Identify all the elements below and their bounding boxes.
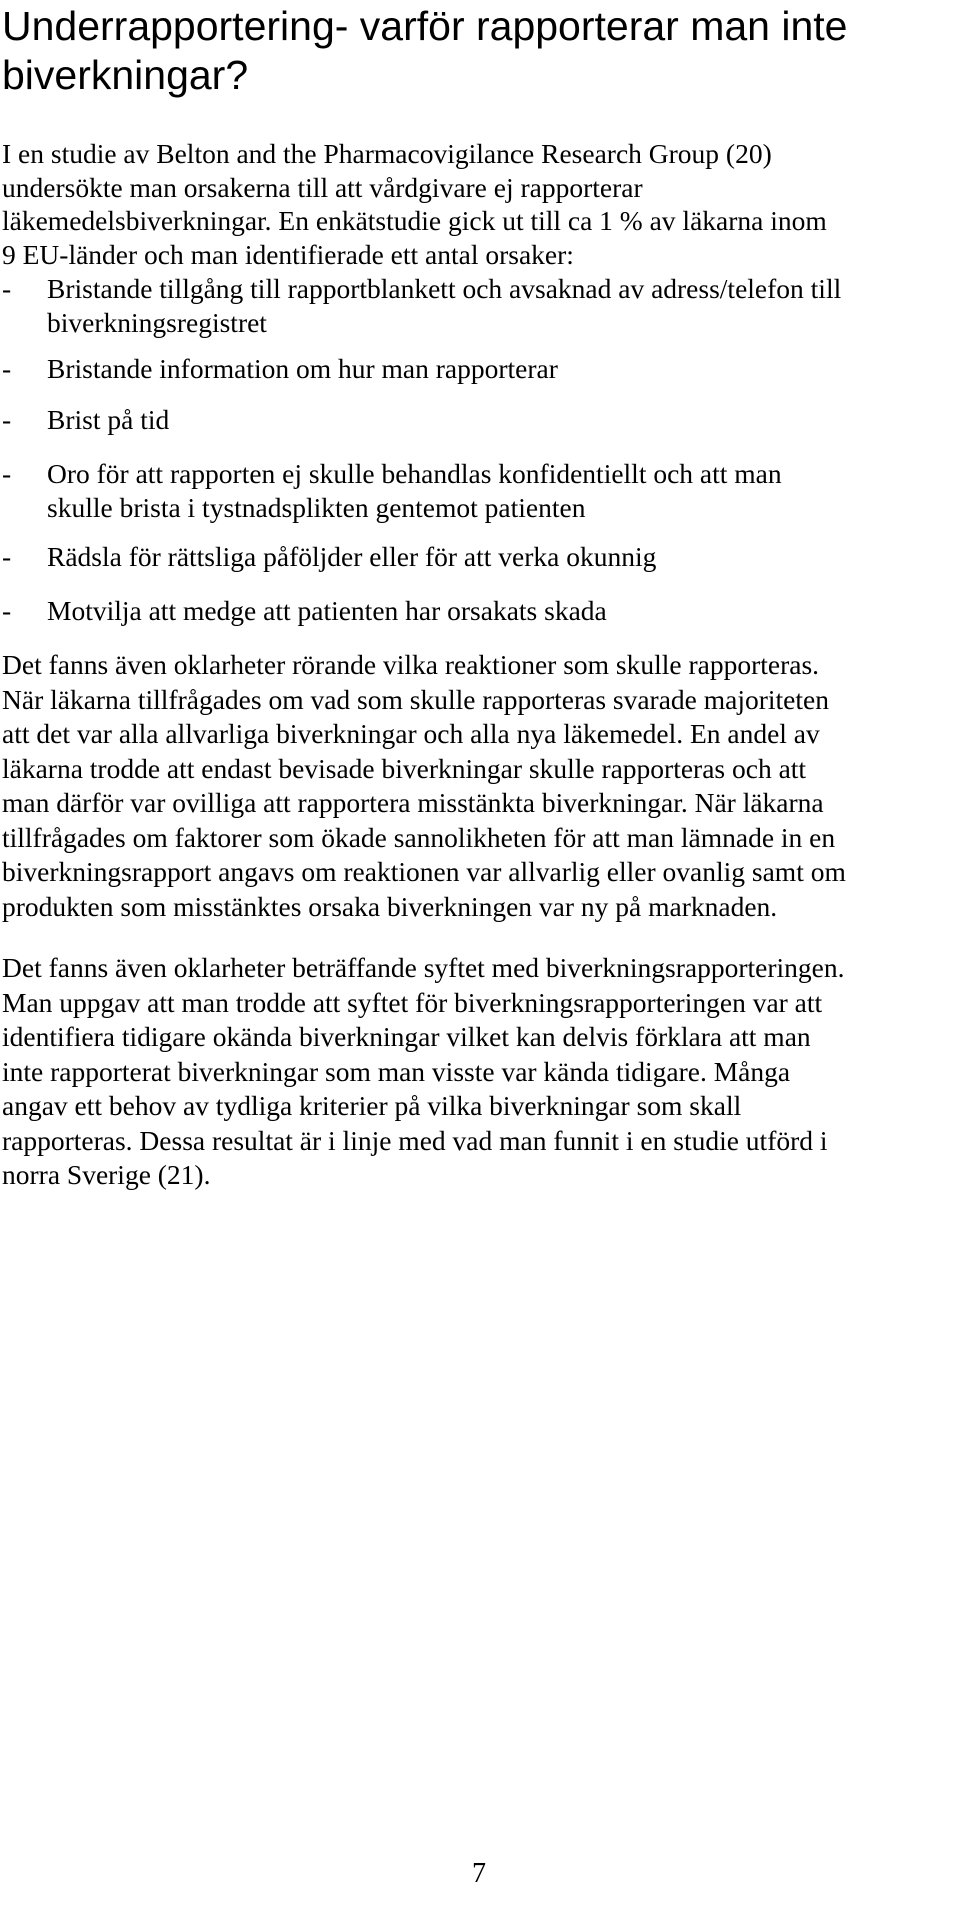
reason-line: Bristande tillgång till rapportblankett och avsaknad av adress/telefon till — [47, 273, 842, 304]
paragraph-line: läkarna trodde att endast bevisade biverkningar skulle rapporteras och att — [2, 752, 807, 784]
body-paragraph — [2, 951, 952, 1193]
paragraph-line: tillfrågades om faktorer som ökade sannolikheten för att man lämnade in en — [2, 821, 836, 853]
paragraph-line: inte rapporterat biverkningar som man visste var kända tidigare. Många — [2, 1055, 791, 1087]
reason-item — [2, 403, 952, 437]
paragraph-line: man därför var ovilliga att rapportera misstänkta biverkningar. När läkarna — [2, 787, 824, 818]
reason-line: biverkningsregistret — [47, 306, 267, 338]
dash-marker: - — [2, 595, 12, 626]
paragraph-line: När läkarna tillfrågades om vad som skulle rapporteras svarade majoriteten — [2, 683, 829, 715]
paragraph-line: Det fanns även oklarheter rörande vilka reaktioner som skulle rapporteras. — [2, 649, 820, 680]
dash-marker: - — [2, 458, 12, 489]
intro-paragraph — [2, 137, 952, 271]
paragraph-line: att det var alla allvarliga biverkningar och alla nya läkemedel. En andel av — [2, 718, 820, 749]
paragraph-line: angav ett behov av tydliga kriterier på vilka biverkningar som skall — [2, 1090, 742, 1121]
reason-item — [2, 594, 952, 628]
paragraph-line: identifiera tidigare okända biverkningar vilket kan delvis förklara att man — [2, 1021, 811, 1052]
page-number: 7 — [472, 1858, 486, 1889]
reason-item — [2, 272, 952, 339]
reason-text — [47, 272, 952, 339]
paragraph-line: Det fanns även oklarheter beträffande syftet med biverkningsrapporteringen. — [2, 952, 845, 983]
paragraph-line: biverkningsrapport angavs om reaktionen var allvarlig eller ovanlig samt om — [2, 856, 846, 887]
page-title — [2, 2, 952, 100]
intro-line: undersökte man orsakerna till att vårdgivare ej rapporterar — [2, 171, 643, 203]
intro-line: I en studie av Belton and the Pharmacovigilance Research Group (20) — [2, 138, 772, 169]
dash-marker: - — [2, 353, 12, 384]
reason-line: Oro för att rapporten ej skulle behandlas konfidentiellt och att man — [47, 458, 782, 489]
paragraph-line: rapporteras. Dessa resultat är i linje med vad man funnit i en studie utförd i — [2, 1124, 828, 1156]
dash-marker: - — [2, 273, 12, 304]
reason-line: skulle brista i tystnadsplikten gentemot patienten — [47, 491, 586, 523]
reason-item — [2, 540, 952, 574]
dash-marker: - — [2, 541, 12, 572]
dash-marker: - — [2, 404, 12, 435]
title-line: biverkningar? — [2, 52, 249, 98]
reason-line: Rädsla för rättsliga påföljder eller för att verka okunnig — [47, 541, 657, 572]
reason-text — [47, 403, 952, 437]
paragraph-line: norra Sverige (21). — [2, 1159, 211, 1190]
intro-line: läkemedelsbiverkningar. En enkätstudie gick ut till ca 1 % av läkarna inom — [2, 205, 827, 236]
reason-item — [2, 457, 952, 524]
reason-line: Motvilja att medge att patienten har orsakats skada — [47, 595, 607, 626]
body-paragraph — [2, 648, 952, 924]
title-line: Underrapportering- varför rapporterar man inte — [2, 3, 848, 49]
reason-text — [47, 352, 952, 386]
reason-line: Bristande information om hur man rapporterar — [47, 353, 558, 384]
paragraph-line: produkten som misstänktes orsaka biverkningen var ny på marknaden. — [2, 890, 778, 922]
reason-line: Brist på tid — [47, 404, 170, 435]
reason-text — [47, 540, 952, 574]
reason-item — [2, 352, 952, 386]
intro-line: 9 EU-länder och man identifierade ett antal orsaker: — [2, 238, 574, 270]
reason-text — [47, 594, 952, 628]
paragraph-line: Man uppgav att man trodde att syftet för biverkningsrapporteringen var att — [2, 986, 823, 1018]
reason-text — [47, 457, 952, 524]
